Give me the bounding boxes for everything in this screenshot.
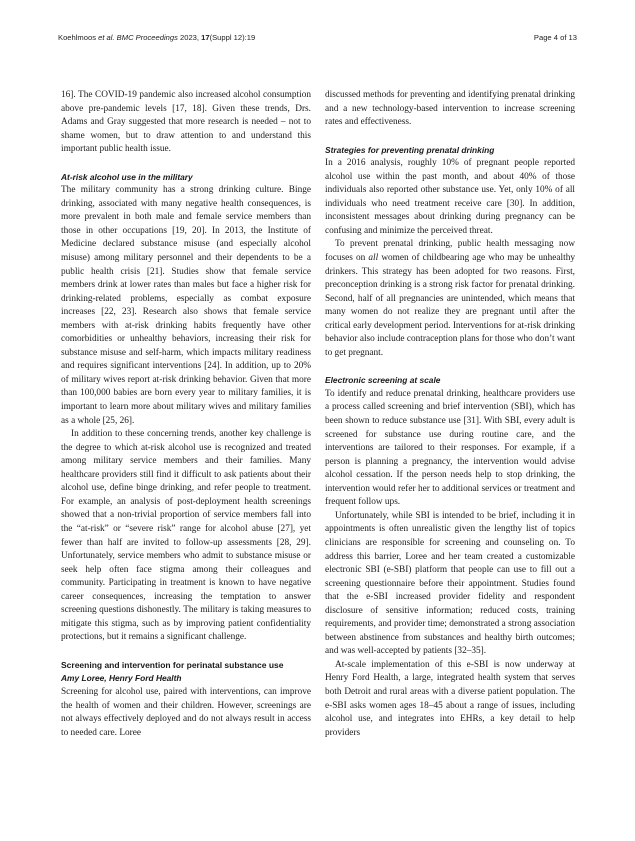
paragraph-esbi: Unfortunately, while SBI is intended to be brief, including it in appointments is often unrealistic given the lengthy list of topics clinicians are responsible for screening and counseling on. To address this barrier, Loree and her team created a customizable electronic SBI (e-SBI) platform that people can use to fill out a screening questionnaire before their appointment. Studies found that the e-SBI increased provider fidelity and respondent disclosure of sensitive information; reduced costs, training requirements, and provider time; demonstrated a strong association between abstinence from substances and healthy birth outcomes; and was well-accepted by patients [32–35]. <box>325 510 575 657</box>
section-heading-military: At-risk alcohol use in the military <box>61 171 193 182</box>
paragraph-military: The military community has a strong drinking culture. Binge drinking, associated with many negative health consequences, is more prevalent in both male and female service members than those in other occupations [19, 20]. In 2013, the Institute of Medicine declared substance misuse (and especially alcohol misuse) among military personnel and their dependents to be a public health crisis [21]. Studies show that female service members drink at lower rates than males but face a higher risk for drinking-related problems, especially as combat exposure increases [22, 23]. Research also shows that female service members with at-risk drinking habits frequently have other comorbidities or unhealthy behaviors, increasing their risk for substance misuse and self-harm, which impacts military readiness and requires significant interventions [24]. In addition, up to 20% of military wives report at-risk drinking behavior. Given that more than 100,000 babies are born every year to military families, it is important to learn more about military wives and military families as a whole [25, 26]. <box>61 185 311 426</box>
page-number: Page 4 of 13 <box>533 33 577 42</box>
section-heading-screening: Screening and intervention for perinatal substance use <box>61 659 284 670</box>
right-column <box>325 89 575 740</box>
citation-line: Koehlmoos et al. BMC Proceedings 2023, 17(Suppl 12):19 <box>58 33 256 42</box>
paragraph-sbi: To identify and reduce prenatal drinking, healthcare providers use a process called screening and brief intervention (SBI), which has been shown to reduce substance use [31]. With SBI, every adult is screened for substance use during routine care, and the interventions are tailored to their responses. For example, if a person is planning a pregnancy, the intervention would advise alcohol cessation. If the person needs help to stop drinking, the intervention would refer her to additional services or treatment and frequent follow ups. <box>325 388 575 508</box>
paragraph-implementation: At-scale implementation of this e-SBI is now underway at Henry Ford Health, a large, integrated health system that serves both Detroit and rural areas with a diverse patient population. The e-SBI asks women ages 18–45 about a range of issues, including alcohol use, and integrates into EHRs, a key detail to help providers <box>325 659 575 738</box>
paragraph-continued: 16]. The COVID-19 pandemic also increased alcohol consumption above pre-pandemic levels [17, 18]. Given these trends, Drs. Adams and Gray suggested that more research is needed – not to shame women, but to draw attention to and understand this important public health issue. <box>61 90 311 155</box>
paragraph-continued-right: discussed methods for preventing and identifying prenatal drinking and a new technology-based intervention to increase screening rates and effectiveness. <box>325 90 575 128</box>
paragraph-screening: Screening for alcohol use, paired with interventions, can improve the health of women and their children. However, screenings are not always effectively deployed and do not always result in access to needed care. Loree <box>61 686 311 738</box>
section-heading-strategies: Strategies for preventing prenatal drinking <box>325 144 495 155</box>
paragraph-challenges: In addition to these concerning trends, another key challenge is the degree to which at-risk alcohol use is recognized and treated among military service members and their families. Many healthcare providers still find it difficult to ask patients about their alcohol use, define binge drinking, and refer people to treatment. For example, an analysis of post-deployment health screenings showed that a non-trivial proportion of service members fall into the “at-risk” or “severe risk” range for alcohol abuse [27], yet fewer than half are invited to follow-up assessments [28, 29]. Unfortunately, service members who admit to substance misuse or seek help often face stigma among their colleagues and community. Participating in treatment is known to have negative career consequences, increasing the temptation to answer screening questions dishonestly. The military is taking measures to mitigate this stigma, such as by improving patient confidentiality protections, but it remains a significant challenge. <box>61 429 311 643</box>
speaker-byline: Amy Loree, Henry Ford Health <box>61 673 182 684</box>
paragraph-prevention: To prevent prenatal drinking, public health messaging now focuses on all women of childbearing age who may be unhealthy drinkers. This strategy has been adopted for two reasons. First, preconception drinking is a strong risk factor for prenatal drinking. Second, half of all pregnancies are unintended, which means that many women do not realize they are pregnant until after the critical early development period. Interventions for at-risk drinking behavior also include contraception plans for those who don’t want to get pregnant. <box>325 239 576 358</box>
section-heading-electronic: Electronic screening at scale <box>325 375 441 386</box>
running-header <box>58 33 577 45</box>
paragraph-analysis: In a 2016 analysis, roughly 10% of pregnant people reported alcohol use within the past month, and about 40% of those individuals also reported other substance use. Yet, only 10% of all individuals who need treatment receive care [30]. In addition, inconsistent messages about drinking during pregnancy can be confusing and minimize the perceived threat. <box>325 158 575 236</box>
left-column <box>61 89 311 740</box>
